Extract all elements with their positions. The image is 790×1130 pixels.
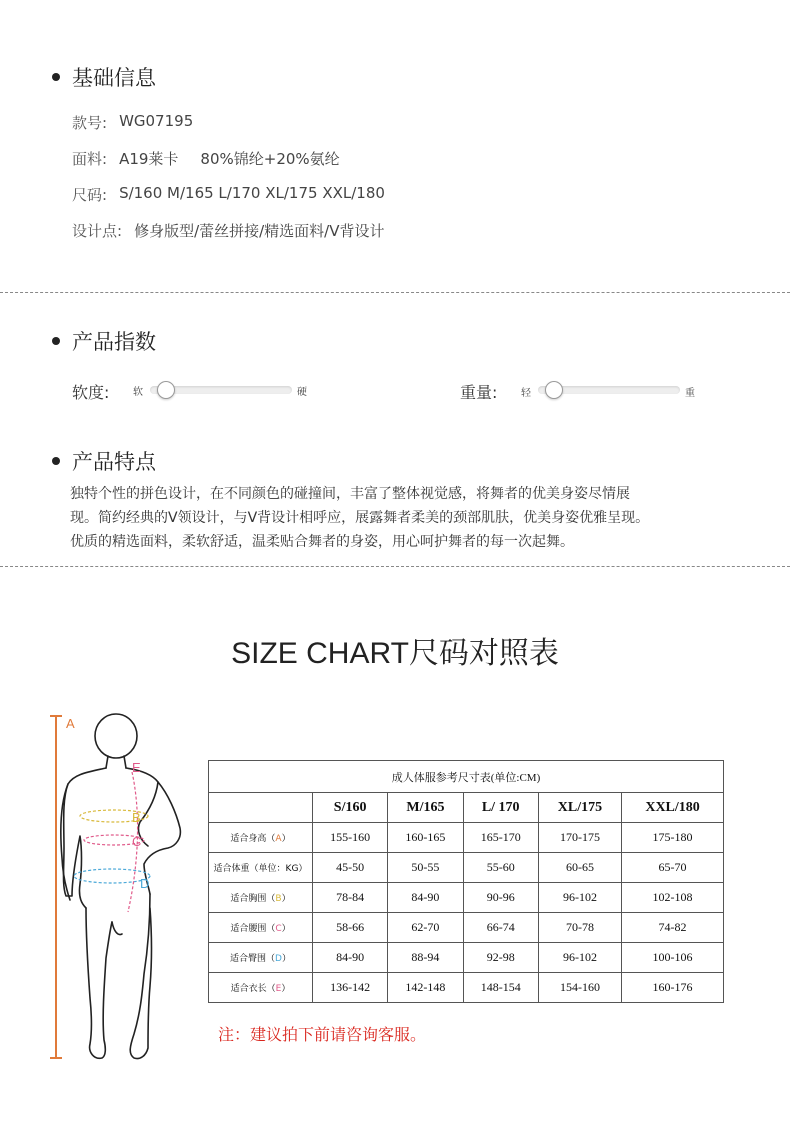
row-label-mark: D bbox=[275, 954, 282, 964]
fabric-value: A19莱卡 bbox=[119, 150, 179, 168]
hip-line bbox=[74, 869, 150, 883]
size-cell: 50-55 bbox=[388, 853, 463, 883]
size-cell: 92-98 bbox=[463, 943, 538, 973]
mark-d: D bbox=[140, 876, 150, 891]
row-label: 适合衣长（E） bbox=[209, 973, 313, 1003]
size-cell: 62-70 bbox=[388, 913, 463, 943]
weight-label: 重量: bbox=[460, 383, 498, 402]
style-number-label: 款号: bbox=[72, 114, 108, 132]
size-cell: 78-84 bbox=[313, 883, 388, 913]
row-label: 适合臀围（D） bbox=[209, 943, 313, 973]
size-col-m: M/165 bbox=[388, 793, 463, 823]
size-col-xl: XL/175 bbox=[538, 793, 621, 823]
row-label-mark: A bbox=[275, 834, 282, 844]
size-cell: 96-102 bbox=[538, 943, 621, 973]
fabric-label: 面料: bbox=[72, 150, 108, 168]
weight-min: 轻 bbox=[521, 388, 531, 399]
size-cell: 45-50 bbox=[313, 853, 388, 883]
table-row bbox=[209, 973, 724, 1003]
size-cell: 58-66 bbox=[313, 913, 388, 943]
softness-slider[interactable] bbox=[150, 386, 292, 394]
row-label bbox=[209, 853, 313, 883]
size-cell: 155-160 bbox=[313, 823, 388, 853]
row-label: 适合身高（A） bbox=[209, 823, 313, 853]
row-label-mark: C bbox=[275, 924, 282, 934]
features-title: 产品特点 bbox=[72, 450, 156, 474]
row-label-text: 适合衣长 bbox=[230, 984, 267, 994]
mark-b: B bbox=[132, 810, 141, 825]
features-line: 优质的精选面料，柔软舒适，温柔贴合舞者的身姿，用心呵护舞者的每一次起舞。 bbox=[70, 534, 574, 550]
features-line: 现。简约经典的V领设计，与V背设计相呼应，展露舞者柔美的颈部肌肤，优美身姿优雅呈现。 bbox=[70, 510, 650, 526]
weight-slider[interactable] bbox=[538, 386, 680, 394]
basic-info-title: 基础信息 bbox=[72, 66, 156, 90]
features-text bbox=[70, 482, 730, 554]
design-row bbox=[72, 220, 385, 241]
row-label-text: 适合体重（单位：KG） bbox=[213, 864, 308, 874]
table-row bbox=[209, 913, 724, 943]
size-cell: 84-90 bbox=[388, 883, 463, 913]
size-cell: 74-82 bbox=[622, 913, 724, 943]
table-row bbox=[209, 943, 724, 973]
size-cell: 60-65 bbox=[538, 853, 621, 883]
design-value: 修身版型/蕾丝拼接/精选面料/V背设计 bbox=[134, 222, 385, 240]
mark-a: A bbox=[66, 716, 75, 731]
row-label-text: 适合胸围 bbox=[230, 894, 267, 904]
fabric-row bbox=[72, 148, 340, 169]
size-row bbox=[72, 184, 385, 205]
product-index-heading bbox=[52, 326, 156, 356]
size-table bbox=[208, 760, 724, 1003]
size-cell: 88-94 bbox=[388, 943, 463, 973]
size-cell: 96-102 bbox=[538, 883, 621, 913]
features-line: 独特个性的拼色设计，在不同颜色的碰撞间，丰富了整体视觉感，将舞者的优美身姿尽情展 bbox=[70, 486, 630, 502]
softness-max: 硬 bbox=[297, 387, 307, 398]
size-cell: 154-160 bbox=[538, 973, 621, 1003]
weight-slider-handle[interactable] bbox=[545, 381, 563, 399]
row-label-text: 适合臀围 bbox=[230, 954, 267, 964]
body-measurement-figure bbox=[44, 708, 204, 1064]
row-label-text: 适合腰围 bbox=[230, 924, 267, 934]
size-cell: 100-106 bbox=[622, 943, 724, 973]
size-col-s: S/160 bbox=[313, 793, 388, 823]
size-cell: 165-170 bbox=[463, 823, 538, 853]
weight-max: 重 bbox=[685, 388, 695, 399]
mark-c: C bbox=[132, 834, 142, 849]
size-cell: 160-176 bbox=[622, 973, 724, 1003]
design-label: 设计点: bbox=[72, 222, 123, 240]
table-row bbox=[209, 823, 724, 853]
bullet-icon bbox=[52, 337, 60, 345]
size-cell: 175-180 bbox=[622, 823, 724, 853]
table-row bbox=[209, 883, 724, 913]
divider bbox=[0, 292, 790, 293]
bullet-icon bbox=[52, 73, 60, 81]
divider bbox=[0, 566, 790, 567]
size-cell: 142-148 bbox=[388, 973, 463, 1003]
row-label-mark: B bbox=[275, 894, 282, 904]
mark-e: E bbox=[132, 760, 141, 775]
row-label-text: 适合身高 bbox=[230, 834, 267, 844]
size-cell: 136-142 bbox=[313, 973, 388, 1003]
size-cell: 90-96 bbox=[463, 883, 538, 913]
size-chart-title: SIZE CHART尺码对照表 bbox=[231, 637, 559, 670]
row-label: 适合腰围（C） bbox=[209, 913, 313, 943]
table-row bbox=[209, 853, 724, 883]
size-header-blank bbox=[209, 793, 313, 823]
size-cell: 148-154 bbox=[463, 973, 538, 1003]
size-header-row bbox=[209, 793, 724, 823]
size-col-l: L/ 170 bbox=[463, 793, 538, 823]
row-label: 适合胸围（B） bbox=[209, 883, 313, 913]
size-cell: 160-165 bbox=[388, 823, 463, 853]
basic-info-heading bbox=[52, 62, 156, 92]
body-outline bbox=[61, 714, 180, 1059]
size-cell: 66-74 bbox=[463, 913, 538, 943]
softness-slider-handle[interactable] bbox=[157, 381, 175, 399]
size-label: 尺码: bbox=[72, 186, 108, 204]
size-table-caption: 成人体服参考尺寸表(单位:CM) bbox=[209, 761, 724, 793]
bullet-icon bbox=[52, 457, 60, 465]
size-value: S/160 M/165 L/170 XL/175 XXL/180 bbox=[119, 184, 385, 202]
style-number-row bbox=[72, 112, 193, 133]
fabric-composition: 80%锦纶+20%氨纶 bbox=[200, 150, 340, 168]
height-measure-line bbox=[50, 716, 62, 1058]
softness-min: 软 bbox=[133, 387, 143, 398]
consult-note: 注：建议拍下前请咨询客服。 bbox=[218, 1025, 427, 1044]
size-cell: 102-108 bbox=[622, 883, 724, 913]
softness-label: 软度: bbox=[72, 383, 110, 402]
size-cell: 84-90 bbox=[313, 943, 388, 973]
size-col-xxl: XXL/180 bbox=[622, 793, 724, 823]
size-cell: 65-70 bbox=[622, 853, 724, 883]
product-index-title: 产品指数 bbox=[72, 330, 156, 354]
style-number-value: WG07195 bbox=[119, 112, 194, 130]
size-cell: 55-60 bbox=[463, 853, 538, 883]
features-heading bbox=[52, 446, 156, 476]
size-cell: 170-175 bbox=[538, 823, 621, 853]
row-label-mark: E bbox=[275, 984, 282, 994]
size-cell: 70-78 bbox=[538, 913, 621, 943]
